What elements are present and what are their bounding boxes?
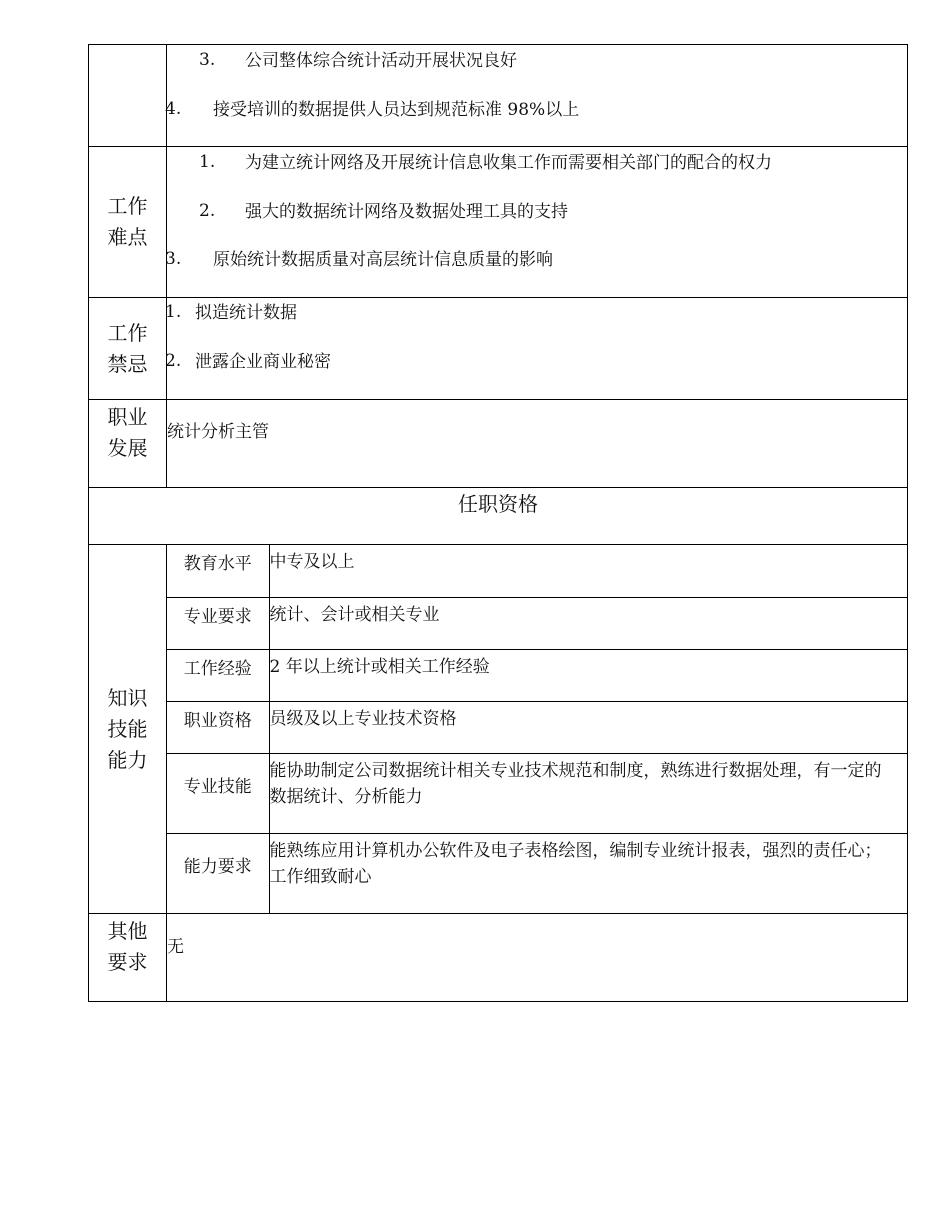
taboo-row: [89, 298, 908, 400]
goal-text: 接受培训的数据提供人员达到规范标准 98%以上: [213, 100, 580, 120]
knowledge-item-key: 专业技能: [167, 753, 269, 833]
goals-content: [167, 45, 908, 147]
difficulty-text: 原始统计数据质量对高层统计信息质量的影响: [213, 250, 553, 270]
knowledge-item-key: 能力要求: [167, 833, 269, 913]
career-row: [89, 400, 908, 488]
taboo-content: [167, 298, 908, 400]
knowledge-item-key: 工作经验: [167, 649, 269, 701]
knowledge-item-key: 教育水平: [167, 545, 269, 597]
career-label: [89, 400, 167, 488]
knowledge-subtable-cell: [167, 545, 908, 914]
knowledge-item-value: 能熟练应用计算机办公软件及电子表格绘图，编制专业统计报表，强烈的责任心；工作细致耐心: [269, 840, 882, 887]
knowledge-label-line2: 技能: [107, 716, 148, 741]
taboo-number: 1.: [165, 302, 182, 322]
difficulty-number: 2.: [199, 201, 216, 221]
knowledge-item-value: 2 年以上统计或相关工作经验: [269, 649, 907, 701]
other-row: [89, 914, 908, 1002]
qualification-title: 任职资格: [89, 488, 908, 545]
goal-number: 3.: [199, 50, 216, 70]
taboo-text: 拟造统计数据: [195, 303, 297, 323]
career-label-line2: 发展: [107, 436, 148, 460]
taboo-label-line2: 禁忌: [107, 351, 148, 376]
difficulty-text: 强大的数据统计网络及数据处理工具的支持: [245, 202, 568, 222]
knowledge-row: [89, 545, 908, 914]
goals-row: [89, 45, 908, 147]
knowledge-item-value: 能协助制定公司数据统计相关专业技术规范和制度，熟练进行数据处理，有一定的数据统计、分析能力: [269, 753, 907, 833]
job-description-table: [88, 44, 908, 1002]
taboo-number: 2.: [165, 351, 182, 371]
difficulty-number: 3.: [165, 249, 182, 269]
other-label-line2: 要求: [107, 950, 148, 974]
knowledge-label: [89, 545, 167, 914]
goals-label-cell: [89, 45, 167, 147]
difficulty-text: 为建立统计网络及开展统计信息收集工作而需要相关部门的配合的权力: [245, 153, 772, 173]
difficulty-row: [89, 147, 908, 298]
knowledge-item-row: [167, 833, 907, 913]
career-label-line1: 职业: [107, 405, 148, 429]
knowledge-item-value: 统计、会计或相关专业: [269, 597, 907, 649]
difficulty-content: [167, 147, 908, 298]
difficulty-number: 1.: [199, 152, 216, 172]
knowledge-item-key: 职业资格: [167, 701, 269, 753]
goal-number: 4.: [165, 99, 182, 119]
knowledge-item-value: 中专及以上: [269, 545, 907, 597]
career-content: [167, 400, 908, 488]
other-label: [89, 914, 167, 1002]
difficulty-label: [89, 147, 167, 298]
knowledge-label-line3: 能力: [107, 747, 148, 772]
knowledge-item-key: 专业要求: [167, 597, 269, 649]
other-label-line1: 其他: [107, 919, 148, 943]
career-value: 统计分析主管: [167, 422, 269, 442]
taboo-label: [89, 298, 167, 400]
difficulty-label-line2: 难点: [107, 225, 148, 249]
knowledge-item-value: 员级及以上专业技术资格: [269, 701, 907, 753]
qualification-title-row: [89, 488, 908, 545]
knowledge-item-row: [167, 701, 907, 753]
knowledge-item-row: [167, 545, 907, 597]
other-content: [167, 914, 908, 1002]
knowledge-item-row: [167, 753, 907, 833]
knowledge-label-line1: 知识: [107, 685, 148, 710]
knowledge-item-row: [167, 649, 907, 701]
other-value: 无: [167, 937, 184, 957]
taboo-text: 泄露企业商业秘密: [195, 352, 331, 372]
difficulty-label-line1: 工作: [107, 194, 148, 218]
taboo-label-line1: 工作: [107, 320, 148, 345]
knowledge-subtable: [167, 545, 907, 913]
knowledge-item-row: [167, 597, 907, 649]
goal-text: 公司整体综合统计活动开展状况良好: [245, 51, 517, 71]
